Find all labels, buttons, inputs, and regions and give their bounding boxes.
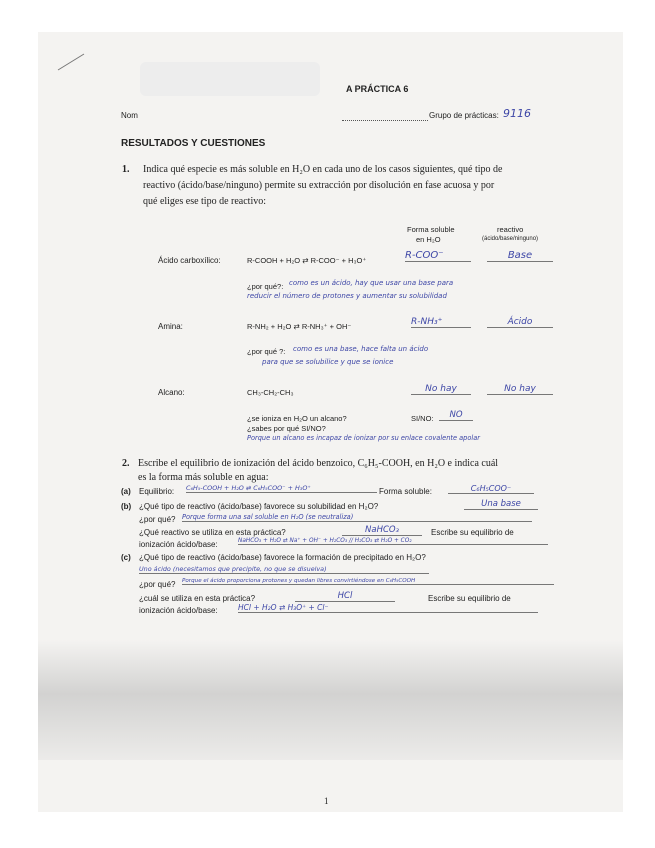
scan-shadow (38, 640, 623, 760)
q2a-label: Equilibrio: (139, 487, 175, 496)
porque2-answer-line1: como es una base, hace falta un ácido (293, 345, 429, 353)
q2c-answer: Uno ácido (necesitamos que precipite, no que se disuelva) (139, 565, 429, 574)
pencil-mark (56, 50, 86, 72)
col-reactivo-header-2: (ácido/base/ninguno) (482, 236, 539, 242)
page-title: A PRÁCTICA 6 (346, 84, 409, 94)
q2c-escribe: Escribe su equilibrio de (428, 594, 511, 603)
q2b-porque-label: ¿por qué? (139, 515, 176, 524)
porque1-answer-line1: como es un ácido, hay que usar una base para (289, 279, 454, 287)
acido-equation: R-COOH + H₂O ⇄ R-COO⁻ + H₃O⁺ (247, 256, 367, 265)
ioniza-question: ¿se ioniza en H₂O un alcano? (247, 414, 347, 423)
porque1-answer-line2: reducir el número de protones y aumentar su solubilidad (247, 292, 447, 300)
col-forma-header-2: en H₂O (416, 235, 441, 244)
q2b-ion-answer: NaHCO₃ + H₂O ⇄ Na⁺ + OH⁻ + H₂CO₃ // H₂CO₃ ⇄ H₂O + CO₂ (238, 538, 548, 545)
alcano-formula: CH₃-CH₂-CH₃ (247, 388, 294, 397)
sabes-answer: Porque un alcano es incapaz de ionizar por su enlace covalente apolar (247, 434, 480, 442)
porque2-label: ¿por qué ?: (247, 347, 286, 356)
grupo-label: Grupo de prácticas: (429, 111, 499, 120)
q1-number: 1. (122, 164, 130, 175)
sino-label: SI/NO: (411, 414, 434, 423)
alcano-label: Alcano: (158, 388, 185, 397)
q2b-ion-label: ionización ácido/base: (139, 540, 218, 549)
q2b-porque-answer: Porque forma una sal soluble en H₂O (se neutraliza) (182, 513, 532, 522)
redacted-name-area (140, 62, 320, 96)
q2c-tag: (c) (121, 553, 131, 562)
q2a-equilibrio-answer: C₆H₅-COOH + H₂O ⇄ C₆H₅COO⁻ + H₃O⁺ (186, 484, 377, 493)
q1-text-line1: Indica qué especie es más soluble en H₂O en cada uno de los casos siguientes, qué tipo de (143, 164, 503, 175)
sino-answer: NO (439, 410, 473, 421)
q2a-forma-label: Forma soluble: (379, 487, 432, 496)
nom-dotted-line (342, 120, 428, 121)
q1-text-line3: qué eliges ese tipo de reactivo: (143, 196, 267, 207)
page-number: 1 (324, 796, 329, 806)
alcano-reactivo-answer: No hay (487, 384, 553, 395)
col-forma-header-1: Forma soluble (407, 225, 455, 234)
porque1-label: ¿por qué?: (247, 282, 284, 291)
grupo-value: 9116 (503, 107, 531, 120)
q2-number: 2. (122, 458, 130, 469)
q2-intro-line2: es la forma más soluble en agua: (138, 472, 269, 483)
q2c-cual-answer: HCl (295, 591, 395, 602)
porque2-answer-line2: para que se solubilice y que se ionice (262, 358, 394, 366)
amina-label: Amina: (158, 322, 183, 331)
section-title: RESULTADOS Y CUESTIONES (121, 138, 266, 149)
acido-reactivo-answer: Base (487, 250, 553, 262)
q2b-escribe: Escribe su equilibrio de (431, 528, 514, 537)
amina-reactivo-answer: Ácido (487, 317, 553, 328)
q2c-ion-label: ionización ácido/base: (139, 606, 218, 615)
amina-equation: R-NH₂ + H₂O ⇄ R-NH₃⁺ + OH⁻ (247, 322, 352, 331)
nom-label: Nom (121, 111, 138, 120)
q2a-forma-answer: C₆H₅COO⁻ (448, 484, 534, 494)
sabes-question: ¿sabes por qué SI/NO? (247, 424, 326, 433)
acido-forma-answer: R-COO⁻ (405, 250, 471, 262)
q2-intro-line1: Escribe el equilibrio de ionización del ácido benzoico, C₆H₅-COOH, en H₂O e indica cuál (138, 458, 499, 469)
q2a-tag: (a) (121, 487, 131, 496)
acido-label: Ácido carboxílico: (158, 256, 221, 265)
alcano-forma-answer: No hay (411, 384, 471, 395)
q2b-reactivo-question: ¿Qué reactivo se utiliza en esta práctica? (139, 528, 286, 537)
q2c-porque-answer: Porque el ácido proporciona protones y quedan libres convirtiéndose en C₆H₅COOH (182, 578, 554, 585)
q2b-reactivo-answer: NaHCO₃ (342, 525, 422, 536)
q1-text-line2: reactivo (ácido/base/ninguno) permite su extracción por disolución en fase acuosa y por (143, 180, 495, 191)
amina-forma-answer: R-NH₃⁺ (411, 317, 471, 328)
col-reactivo-header-1: reactivo (497, 225, 524, 234)
q2c-porque-label: ¿por qué? (139, 580, 176, 589)
q2c-cual-question: ¿cuál se utiliza en esta práctica? (139, 594, 256, 603)
q2c-ion-answer: HCl + H₂O ⇄ H₃O⁺ + Cl⁻ (238, 603, 538, 613)
q2b-answer: Una base (464, 499, 538, 510)
q2b-tag: (b) (121, 502, 132, 511)
q2b-question: ¿Qué tipo de reactivo (ácido/base) favorece su solubilidad en H₂O? (139, 502, 379, 511)
q2c-question: ¿Qué tipo de reactivo (ácido/base) favorece la formación de precipitado en H₂O? (139, 553, 426, 562)
